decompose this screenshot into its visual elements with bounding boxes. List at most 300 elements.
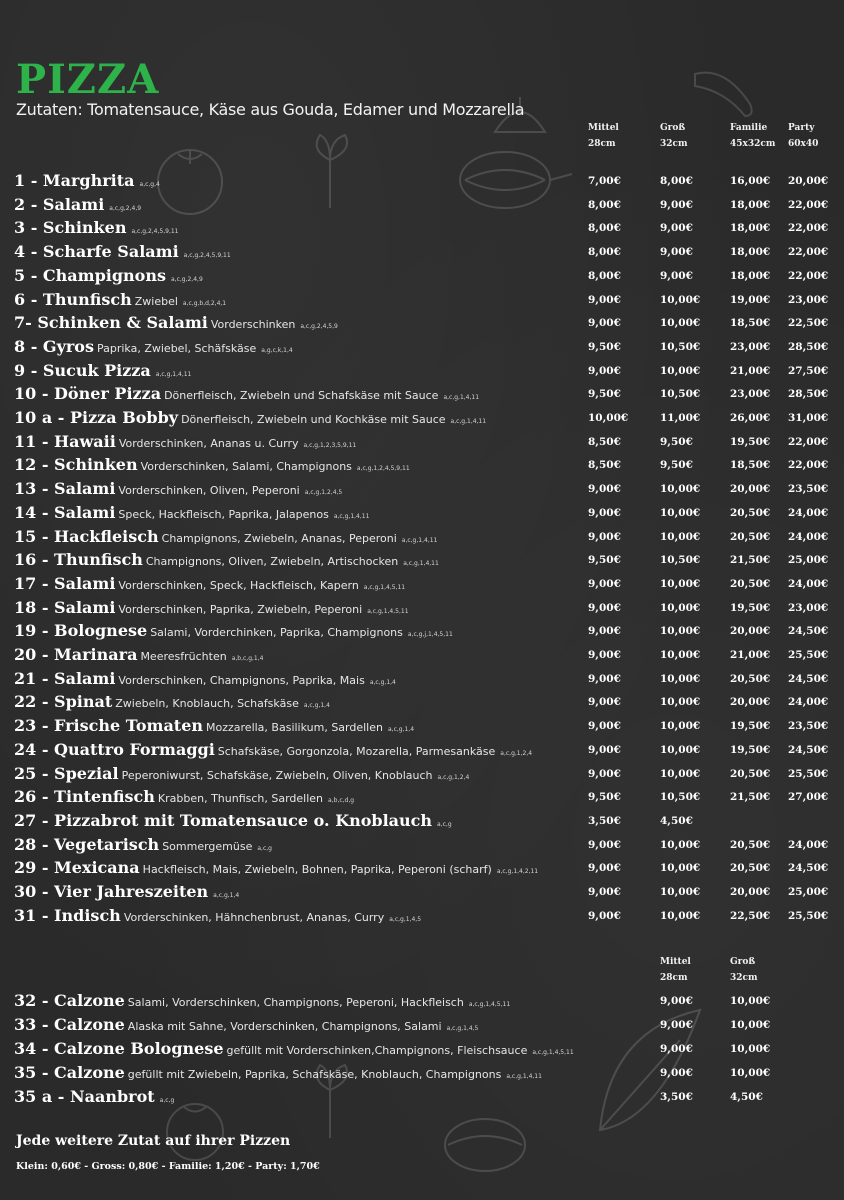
menu-item-price: 18,00€ [730,198,771,211]
menu-item-name: 17 - Salami [14,573,116,593]
menu-item-name: 8 - Gyros [14,336,94,356]
menu-item-name: 13 - Salami [14,479,116,499]
menu-item-title [14,834,272,860]
menu-item-price: 10,00€ [730,1043,771,1055]
menu-item-price: 22,00€ [788,435,829,448]
menu-item-description: Sommergemüse [162,839,253,853]
menu-item-price: 3,50€ [660,1091,693,1103]
menu-item [14,1038,834,1060]
menu-item-price: 23,00€ [730,340,771,353]
menu-item-price: 23,00€ [788,601,829,614]
menu-item-allergens: a,c,g,1,4 [303,702,330,710]
menu-item [14,573,834,595]
menu-item-price: 20,50€ [730,672,771,685]
menu-item-name: 16 - Thunfisch [14,550,143,570]
menu-item-name: 6 - Thunfisch [14,289,132,309]
menu-item-description: Vorderschinken, Oliven, Peperoni [118,484,300,498]
column-header-size: 28cm [660,973,688,983]
menu-item-price: 25,00€ [788,554,829,567]
menu-item-price: 27,00€ [788,791,829,804]
menu-item [14,857,834,879]
menu-item-price: 10,50€ [660,791,701,804]
menu-item-title [14,691,330,717]
menu-item-name: 15 - Hackfleisch [14,526,159,546]
menu-item-price: 9,00€ [588,909,621,922]
menu-item-price: 9,00€ [588,862,621,875]
menu-item-price: 24,00€ [788,696,829,709]
menu-item-description: Krabben, Thunfisch, Sardellen [157,792,324,806]
menu-item-description: Paprika, Zwiebel, Schäfskäse [96,341,257,355]
menu-item-description: Vorderschinken, Hähnchenbrust, Ananas, Curry [123,910,385,924]
menu-item-name: 22 - Spinat [14,692,113,712]
menu-item-title [14,194,141,220]
menu-item-description: Speck, Hackfleisch, Paprika, Jalapenos [118,507,329,521]
menu-item-allergens: a,c,g,1,2,4 [500,749,533,757]
menu-item-allergens: a,c,g,1,4,11 [506,1073,542,1080]
menu-item-allergens: a,c,g,1,4 [369,678,396,686]
menu-item-price: 22,00€ [788,198,829,211]
menu-item-title [14,881,239,907]
menu-item-name: 23 - Frische Tomaten [14,716,204,736]
menu-item-price: 10,00€ [660,720,701,733]
menu-item-description: Vorderschinken, Ananas u. Curry [118,436,299,450]
menu-item-price: 9,00€ [588,767,621,780]
menu-item-description: Champignons, Zwiebeln, Ananas, Peperoni [161,531,397,545]
menu-item-price: 20,00€ [730,483,771,496]
menu-item-price: 25,50€ [788,767,829,780]
menu-item [14,336,834,358]
menu-item [14,289,834,311]
column-header-size: 45x32cm [730,139,776,149]
menu-item-price: 19,00€ [730,293,771,306]
menu-item-price: 27,50€ [788,364,829,377]
page-subtitle: Zutaten: Tomatensauce, Käse aus Gouda, Edamer und Mozzarella [16,100,525,119]
menu-item-description: Zwiebeln, Knoblauch, Schafskäse [115,697,299,711]
menu-item-price: 10,00€ [660,767,701,780]
menu-item-price: 20,00€ [730,886,771,898]
menu-item-title [14,526,437,552]
menu-item-price: 9,00€ [588,625,621,638]
menu-item-price: 24,00€ [788,838,829,851]
menu-item-title [14,265,203,291]
menu-item-name: 7- Schinken & Salami [14,313,208,333]
menu-item-price: 18,00€ [730,246,771,259]
menu-item-title [14,905,421,931]
menu-item-price: 10,00€ [660,577,701,590]
column-header-size: 32cm [730,973,758,983]
menu-item [14,241,834,263]
menu-item [14,905,834,927]
menu-item-price: 10,00€ [660,530,701,543]
menu-item-price: 20,50€ [730,838,771,851]
menu-item-price: 8,00€ [588,198,621,211]
menu-item-title [14,1014,478,1040]
menu-item-allergens: a,c,g [159,1097,175,1104]
menu-item-title [14,739,532,765]
menu-item-price: 10,00€ [660,506,701,519]
menu-item-title [14,1086,174,1112]
menu-item-price: 3,50€ [588,814,621,827]
menu-item-allergens: a,c,g,1,4,5 [446,1025,479,1032]
column-header [788,120,818,152]
menu-item-allergens: a,c,g,1,4,11 [333,512,370,520]
menu-item [14,526,834,548]
menu-item-allergens: a,c,g [257,844,272,852]
menu-item-name: 10 - Döner Pizza [14,384,162,404]
menu-item-title [14,1062,542,1088]
column-header-label: Mittel [660,957,691,967]
menu-item-title [14,810,452,836]
menu-item-price: 19,50€ [730,435,771,448]
menu-item-price: 25,00€ [788,886,829,898]
menu-item-description: Vorderschinken, Champignons, Paprika, Mais [118,673,365,687]
menu-item-price: 9,00€ [660,1019,693,1031]
column-header [660,120,688,152]
menu-item-title [14,407,486,433]
menu-item-allergens: a,c,g,1,4 [213,892,240,899]
menu-item-description: Vorderschinken, Salami, Champignons [140,460,352,474]
menu-item-price: 20,00€ [788,175,829,187]
menu-item [14,194,834,216]
menu-item-title [14,549,439,575]
menu-item-name: 30 - Vier Jahreszeiten [14,882,209,901]
menu-item [14,431,834,453]
menu-item-price: 8,00€ [588,222,621,235]
menu-item-title [14,597,409,623]
menu-item-name: 4 - Scharfe Salami [14,242,179,262]
menu-item-price: 22,00€ [788,222,829,235]
menu-item [14,597,834,619]
menu-item-title [14,573,405,599]
menu-item-price: 9,00€ [588,649,621,661]
menu-item-price: 20,00€ [730,696,771,709]
menu-item-name: 14 - Salami [14,502,116,522]
menu-item-price: 31,00€ [788,412,829,424]
menu-item-price: 10,00€ [660,364,701,377]
menu-item-price: 10,50€ [660,340,701,353]
menu-item-price: 10,00€ [660,672,701,685]
menu-item-description: Vorderschinken [210,318,296,332]
menu-item-price: 24,00€ [788,530,829,543]
menu-item-description: Champignons, Oliven, Zwiebeln, Artischocken [145,555,399,569]
menu-item-price: 10,00€ [660,886,701,898]
menu-item-price: 9,00€ [588,601,621,614]
menu-item-title [14,170,160,196]
menu-item-price: 10,00€ [660,483,701,496]
menu-item-price: 22,00€ [788,246,829,259]
menu-item-allergens: a,c,g,2,4,5,9,11 [183,252,231,260]
menu-item-price: 10,00€ [730,1019,771,1031]
menu-item-price: 4,50€ [730,1091,763,1103]
menu-item-price: 24,50€ [788,672,829,685]
menu-item [14,360,834,382]
menu-item-price: 21,50€ [730,554,771,567]
menu-item-price: 20,00€ [730,625,771,638]
menu-item-allergens: a,b,c,g,1,4 [231,655,264,662]
menu-item-description: Dönerfleisch, Zwiebeln und Schafskäse mit Sauce [164,389,439,403]
menu-item-price: 9,50€ [588,791,621,804]
menu-item-price: 9,00€ [588,577,621,590]
menu-item-price: 23,50€ [788,483,829,496]
menu-item-name: 12 - Schinken [14,455,138,475]
menu-item-price: 10,00€ [660,909,701,922]
menu-item-price: 18,50€ [730,317,771,330]
column-header-label: Familie [730,123,768,133]
column-header-label: Mittel [588,123,619,133]
menu-item-allergens: a,c,g,1,2,4,5 [304,489,343,497]
menu-item-allergens: a,c,g,1,4,5,11 [468,1001,511,1008]
menu-item-title [14,241,231,267]
menu-item-price: 25,50€ [788,909,829,922]
menu-item [14,407,834,429]
menu-item-price: 23,50€ [788,720,829,733]
column-header [730,954,758,986]
menu-item [14,668,834,690]
menu-item-name: 34 - Calzone Bolognese [14,1039,224,1058]
menu-item-price: 9,00€ [588,886,621,898]
menu-item-title [14,289,226,315]
menu-item-allergens: a,c,g,1,4,11 [401,536,438,544]
menu-item-title [14,786,354,812]
menu-item-price: 9,00€ [588,720,621,733]
menu-item-price: 20,50€ [730,862,771,875]
menu-item-allergens: a,c,g,1,4,11 [155,370,192,378]
menu-item [14,786,834,808]
menu-item [14,881,834,903]
menu-item-price: 10,50€ [660,554,701,567]
menu-item-description: Salami, Vorderchinken, Paprika, Champignons [150,626,403,640]
menu-item-allergens: a,c,g,j,1,4,5,11 [407,631,453,639]
menu-item-price: 9,00€ [660,222,693,235]
menu-item-price: 22,50€ [788,317,829,330]
menu-item-description: Peperoniwurst, Schafskäse, Zwiebeln, Oliven, Knoblauch [121,768,433,782]
menu-item [14,644,834,666]
menu-item-allergens: a,c,g,2,4,9 [170,275,203,283]
menu-item-allergens: a,c,g,2,4,5,9 [300,323,338,331]
menu-item-allergens: a,c,g,1,4,11 [443,394,480,402]
chili-icon [690,64,760,124]
menu-item-name: 28 - Vegetarisch [14,834,160,854]
menu-item-price: 10,00€ [660,743,701,756]
column-header [660,954,691,986]
menu-item-price: 9,50€ [588,340,621,353]
menu-item-price: 18,50€ [730,459,771,472]
menu-item-allergens: a,c,g,b,d,2,4,1 [182,299,227,307]
menu-item-description: gefüllt mit Zwiebeln, Paprika, Schafskäse, Knoblauch, Champignons [127,1068,502,1081]
menu-item-description: Vorderschinken, Paprika, Zwiebeln, Peperoni [118,602,363,616]
menu-item [14,620,834,642]
menu-item-price: 9,00€ [660,1067,693,1079]
menu-item [14,502,834,524]
menu-item-title [14,360,191,386]
menu-item-title [14,502,369,528]
menu-item-allergens: a,c,g,2,4,9 [109,204,142,212]
menu-item-price: 20,50€ [730,767,771,780]
menu-item-title [14,644,263,670]
menu-item-allergens: a,c,g,1,4,11 [403,560,439,568]
menu-item-allergens: a,c,g,1,4,2,11 [496,868,539,876]
menu-item-price: 18,00€ [730,222,771,235]
menu-item-price: 10,00€ [660,601,701,614]
menu-item-price: 24,50€ [788,625,829,638]
menu-item-allergens: a,c,g,1,4,11 [450,418,487,425]
menu-item-title [14,1038,574,1064]
menu-item [14,691,834,713]
menu-item-name: 25 - Spezial [14,763,119,783]
menu-item-allergens: a,c,g,1,4,5,11 [363,583,406,591]
menu-item-description: Alaska mit Sahne, Vorderschinken, Champignons, Salami [127,1020,442,1033]
menu-item-price: 9,00€ [588,317,621,330]
menu-item-price: 8,00€ [588,246,621,259]
page-title: PIZZA [16,56,160,103]
menu-item [14,763,834,785]
menu-item-name: 19 - Bolognese [14,621,148,641]
menu-item-price: 22,50€ [730,909,771,922]
menu-item-title [14,857,538,883]
menu-item-allergens: a,c,g,1,4,5 [389,915,422,923]
menu-item-price: 9,00€ [660,198,693,211]
menu-item-price: 19,50€ [730,743,771,756]
menu-item-title [14,763,469,789]
menu-item-price: 9,00€ [588,696,621,709]
menu-item-description: Schafskäse, Gorgonzola, Mozarella, Parmesankäse [217,744,496,758]
extra-topping-title: Jede weitere Zutat auf ihrer Pizzen [16,1133,291,1149]
menu-item-price: 9,00€ [588,364,621,377]
menu-item-price: 20,50€ [730,530,771,543]
menu-item-allergens: a,c,g,1,2,4,5,9,11 [356,465,410,473]
menu-item-allergens: a,g,c,k,1,4 [261,346,293,354]
menu-item-title [14,620,453,646]
menu-item-name: 26 - Tintenfisch [14,787,155,807]
menu-item-name: 11 - Hawaii [14,431,116,451]
menu-item [14,990,834,1012]
menu-item [14,312,834,334]
onion-icon [440,1110,540,1180]
menu-item-price: 19,50€ [730,720,771,733]
menu-item [14,549,834,571]
menu-item-name: 27 - Pizzabrot mit Tomatensauce o. Knoblauch [14,810,433,830]
menu-item-price: 19,50€ [730,601,771,614]
menu-item-price: 25,50€ [788,649,829,661]
menu-item-name: 33 - Calzone [14,1015,125,1034]
menu-item-price: 10,00€ [730,995,771,1007]
menu-item-title [14,454,410,480]
menu-item-title [14,478,342,504]
menu-item-price: 8,50€ [588,435,621,448]
menu-item-price: 7,00€ [588,175,621,187]
menu-item-name: 5 - Champignons [14,265,166,285]
menu-item-allergens: a,c,g,1,2,4 [437,773,470,781]
menu-item-title [14,383,479,409]
menu-item-price: 20,50€ [730,577,771,590]
menu-item-price: 9,00€ [588,483,621,496]
menu-item [14,383,834,405]
menu-item-name: 18 - Salami [14,597,116,617]
menu-item [14,1014,834,1036]
column-header [730,120,775,152]
menu-item [14,1086,834,1108]
menu-item-allergens: a,c,g,2,4,5,9,11 [131,228,179,236]
menu-item [14,454,834,476]
menu-item-price: 8,50€ [588,459,621,472]
menu-item-price: 23,00€ [730,388,771,401]
menu-item-price: 9,50€ [660,435,693,448]
menu-item-allergens: a,c,g,1,4,5,11 [532,1049,574,1056]
column-header-size: 28cm [588,139,616,149]
menu-item-price: 10,00€ [588,412,629,424]
menu-item-price: 4,50€ [660,814,693,827]
menu-item-price: 9,00€ [660,1043,693,1055]
menu-item-price: 10,00€ [730,1067,771,1079]
menu-item-price: 10,00€ [660,625,701,638]
menu-item-description: Dönerfleisch, Zwiebeln und Kochkäse mit Sauce [181,413,446,426]
menu-item-price: 8,00€ [660,175,693,187]
menu-item-name: 31 - Indisch [14,905,121,925]
menu-item-description: Meeresfrüchten [140,650,227,663]
menu-item [14,834,834,856]
menu-item-price: 9,00€ [588,530,621,543]
menu-item-description: Vorderschinken, Speck, Hackfleisch, Kapern [118,578,359,592]
menu-item-price: 9,00€ [588,506,621,519]
column-header-size: 60x40 [788,139,819,149]
extra-topping-prices: Klein: 0,60€ - Gross: 0,80€ - Familie: 1,20€ - Party: 1,70€ [16,1161,320,1172]
menu-item-name: 10 a - Pizza Bobby [14,408,179,427]
menu-item-allergens: a,c,g,1,2,3,5,9,11 [303,441,357,449]
menu-item-name: 3 - Schinken [14,218,127,238]
menu-item-price: 24,50€ [788,862,829,875]
menu-item-description: Mozzarella, Basilikum, Sardellen [206,721,383,735]
menu-item-title [14,715,414,741]
menu-item-allergens: a,b,c,d,g [328,797,355,805]
menu-item-price: 9,50€ [660,459,693,472]
menu-item-price: 9,50€ [588,388,621,401]
menu-item [14,478,834,500]
menu-item [14,739,834,761]
menu-item-price: 9,00€ [588,743,621,756]
menu-item-price: 28,50€ [788,340,829,353]
column-header-label: Groß [660,123,686,133]
menu-item-price: 9,00€ [660,995,693,1007]
menu-item-allergens: a,c,g [437,820,452,828]
column-header-size: 32cm [660,139,688,149]
menu-item-price: 23,00€ [788,293,829,306]
menu-item-description: Salami, Vorderschinken, Champignons, Peperoni, Hackfleisch [127,996,464,1009]
menu-item [14,217,834,239]
menu-item-title [14,336,293,362]
menu-item-name: 35 a - Naanbrot [14,1087,155,1106]
column-header [588,120,619,152]
column-header-label: Party [788,123,815,133]
menu-item-description: Zwiebel [134,294,178,308]
menu-item-price: 9,00€ [588,838,621,851]
menu-item-price: 22,00€ [788,459,829,472]
menu-item-price: 26,00€ [730,412,771,424]
menu-item [14,170,834,192]
menu-item-price: 11,00€ [660,412,701,424]
menu-item-price: 8,00€ [588,269,621,282]
menu-item-price: 24,50€ [788,743,829,756]
menu-item-price: 16,00€ [730,175,771,187]
menu-item-price: 28,50€ [788,388,829,401]
menu-item-price: 22,00€ [788,269,829,282]
menu-item-name: 9 - Sucuk Pizza [14,360,151,380]
menu-item-title [14,431,356,457]
menu-item-price: 21,00€ [730,649,771,661]
menu-item [14,810,834,832]
menu-item-name: 29 - Mexicana [14,858,140,878]
menu-item-description: Hackfleisch, Mais, Zwiebeln, Bohnen, Paprika, Peperoni (scharf) [142,863,492,877]
menu-item-description: gefüllt mit Vorderschinken,Champignons, Fleischsauce [226,1044,528,1057]
